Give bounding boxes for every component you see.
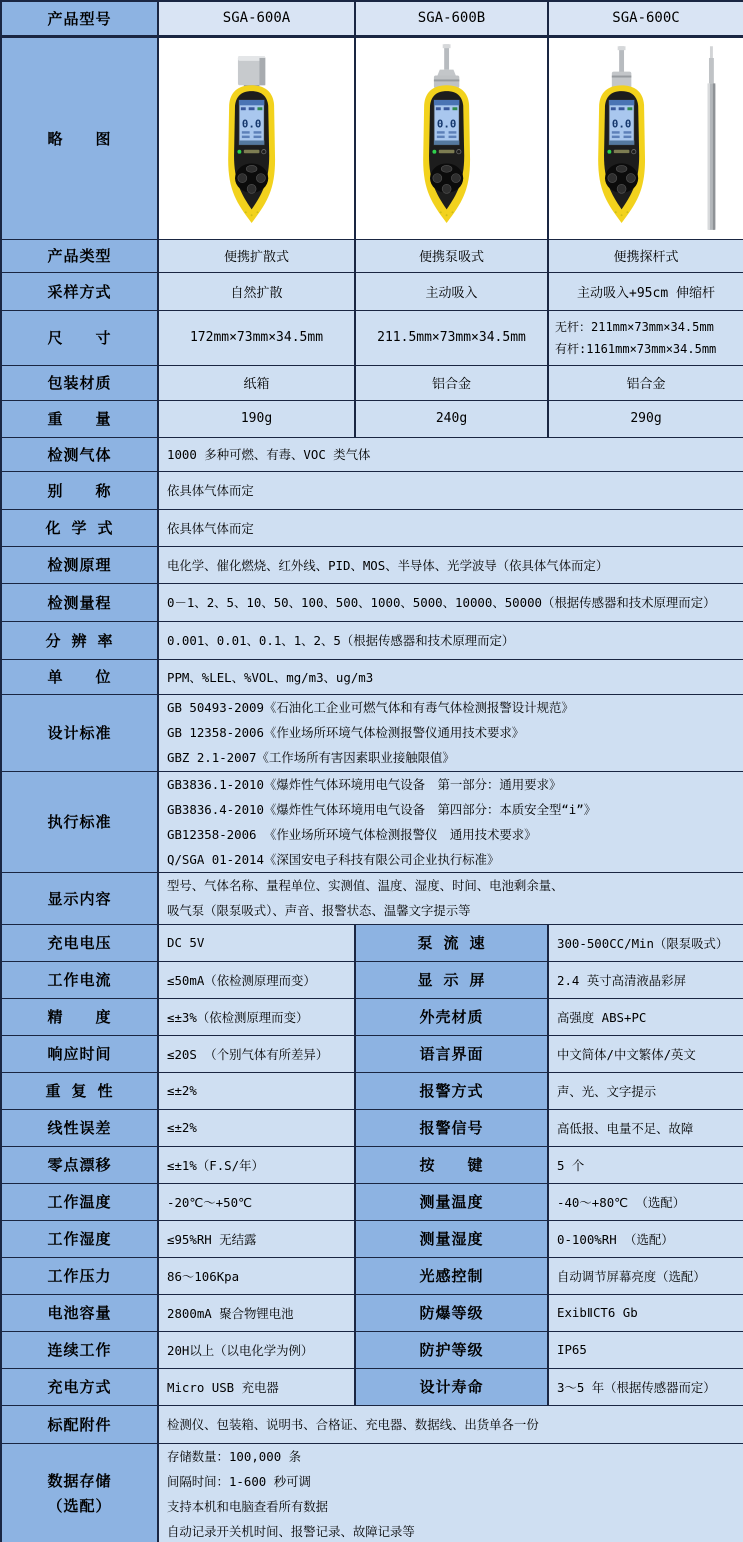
screen-text-line xyxy=(612,131,620,133)
product-value: 自然扩散 xyxy=(158,272,355,310)
spec-value: 20H以上（以电化学为例） xyxy=(158,1331,355,1368)
table-row xyxy=(1,437,743,471)
spec-value-line: GBZ 2.1-2007《工作场所有害因素职业接触限值》 xyxy=(167,750,455,765)
row-label: 化 学 式 xyxy=(1,509,158,546)
screen-title-bar xyxy=(609,100,634,105)
table-row xyxy=(1,272,743,310)
right-button xyxy=(256,174,265,183)
row-label: 标配附件 xyxy=(1,1405,158,1443)
row-label: 产品类型 xyxy=(1,239,158,272)
screen-text-line xyxy=(437,131,445,133)
model-name-1: SGA-600A xyxy=(158,1,355,36)
status-icon xyxy=(241,107,246,110)
screen-text-line xyxy=(242,131,250,133)
spec-value xyxy=(158,771,743,872)
table-row xyxy=(1,1368,743,1405)
probe-base-groove xyxy=(612,76,632,78)
table-row xyxy=(1,1220,743,1257)
row-label: 包装材质 xyxy=(1,365,158,400)
row-label: 响应时间 xyxy=(1,1035,158,1072)
table-row xyxy=(1,1294,743,1331)
table-row xyxy=(1,621,743,659)
status-icon xyxy=(436,107,441,110)
product-value: 铝合金 xyxy=(548,365,743,400)
spec-value: -20℃～+50℃ xyxy=(158,1183,355,1220)
screen-text-line xyxy=(624,131,632,133)
product-value xyxy=(548,310,743,365)
row-label: 设计寿命 xyxy=(355,1368,548,1405)
spec-value: ExibⅡCT6 Gb xyxy=(548,1294,743,1331)
row-label-line: （选配） xyxy=(47,1496,112,1515)
row-label: 泵 流 速 xyxy=(355,924,548,961)
product-value: 主动吸入 xyxy=(355,272,548,310)
spec-value: ≤±3%（依检测原理而变） xyxy=(158,998,355,1035)
table-row xyxy=(1,1183,743,1220)
product-value: 便携探杆式 xyxy=(548,239,743,272)
speaker-hole xyxy=(257,211,259,213)
status-led xyxy=(607,150,611,154)
battery-icon xyxy=(452,107,457,110)
product-value: 铝合金 xyxy=(355,365,548,400)
speaker-hole xyxy=(251,214,253,216)
spec-value: 高强度 ABS+PC xyxy=(548,998,743,1035)
spec-value: 声、光、文字提示 xyxy=(548,1072,743,1109)
spec-value: -40～+80℃ （选配） xyxy=(548,1183,743,1220)
row-label: 检测气体 xyxy=(1,437,158,471)
enter-button xyxy=(617,184,626,193)
row-label: 采样方式 xyxy=(1,272,158,310)
table-row xyxy=(1,546,743,583)
row-label: 光感控制 xyxy=(355,1257,548,1294)
spec-value-line: GB3836.1-2010《爆炸性气体环境用电气设备 第一部分：通用要求》 xyxy=(167,776,562,792)
table-row xyxy=(1,961,743,998)
brand-logo xyxy=(614,150,630,153)
table-row xyxy=(1,1405,743,1443)
row-label: 测量温度 xyxy=(355,1183,548,1220)
spec-value: 300-500CC/Min（限泵吸式） xyxy=(548,924,743,961)
screen-text-line xyxy=(624,136,632,138)
screen-reading: 0.0 xyxy=(611,117,632,131)
product-value: 主动吸入+95cm 伸缩杆 xyxy=(548,272,743,310)
model-name-2: SGA-600B xyxy=(355,1,548,36)
model-name-3: SGA-600C xyxy=(548,1,743,36)
table-row xyxy=(1,1443,743,1542)
spec-value-line: 支持本机和电脑查看所有数据 xyxy=(167,1498,329,1514)
brand-logo xyxy=(244,150,260,153)
spec-value: 1000 多种可燃、有毒、VOC 类气体 xyxy=(158,437,743,471)
left-button xyxy=(608,174,617,183)
product-value: 190g xyxy=(158,400,355,437)
spec-value: 0-100%RH （选配） xyxy=(548,1220,743,1257)
row-label: 工作温度 xyxy=(1,1183,158,1220)
row-label: 零点漂移 xyxy=(1,1146,158,1183)
product-value-line: 有杆:1161mm×73mm×34.5mm xyxy=(555,341,717,356)
row-label: 重 复 性 xyxy=(1,1072,158,1109)
spec-value xyxy=(158,694,743,771)
product-value: 211.5mm×73mm×34.5mm xyxy=(355,310,548,365)
table-row xyxy=(1,583,743,621)
screen-footer-bar xyxy=(434,140,459,144)
product-value-line: 无杆：211mm×73mm×34.5mm xyxy=(555,319,714,334)
spec-value: 电化学、催化燃烧、红外线、PID、MOS、半导体、光学波导（依具体气体而定） xyxy=(158,546,743,583)
screen-title-bar xyxy=(434,100,459,105)
spec-value: 0－1、2、5、10、50、100、500、1000、5000、10000、50000（根据传感器和技术原理而定） xyxy=(158,583,743,621)
row-label: 检测原理 xyxy=(1,546,158,583)
right-button xyxy=(451,174,460,183)
table-row xyxy=(1,36,743,239)
product-value: 290g xyxy=(548,400,743,437)
screen-reading: 0.0 xyxy=(241,117,262,131)
speaker-hole xyxy=(452,211,454,213)
spec-value: ≤95%RH 无结露 xyxy=(158,1220,355,1257)
product-value: 便携泵吸式 xyxy=(355,239,548,272)
table-row xyxy=(1,924,743,961)
speaker-hole xyxy=(446,214,448,216)
spec-value: ≤20S （个别气体有所差异） xyxy=(158,1035,355,1072)
sketch-cell-1 xyxy=(158,36,355,239)
product-value: 240g xyxy=(355,400,548,437)
spec-value: 2800mA 聚合物锂电池 xyxy=(158,1294,355,1331)
spec-value: 中文简体/中文繁体/英文 xyxy=(548,1035,743,1072)
spec-value: DC 5V xyxy=(158,924,355,961)
row-label: 语言界面 xyxy=(355,1035,548,1072)
diffusion-detector-photo xyxy=(193,44,320,236)
battery-icon xyxy=(257,107,262,110)
table-row xyxy=(1,1109,743,1146)
spec-value-line: GB12358-2006 《作业场所环境气体检测报警仪 通用技术要求》 xyxy=(167,826,537,842)
row-label: 测量湿度 xyxy=(355,1220,548,1257)
left-button xyxy=(433,174,442,183)
row-label: 尺 寸 xyxy=(1,310,158,365)
screen-reading: 0.0 xyxy=(436,117,457,131)
pump-detector-photo xyxy=(388,44,515,236)
table-row xyxy=(1,771,743,872)
menu-button xyxy=(246,165,257,172)
spec-value: ≤±2% xyxy=(158,1072,355,1109)
spec-value-line: 间隔时间：1-600 秒可调 xyxy=(167,1473,311,1489)
probe-detector-with-telescopic-rod-photo xyxy=(563,44,729,236)
table-row xyxy=(1,694,743,771)
speaker-hole xyxy=(615,211,617,213)
spec-value: 高低报、电量不足、故障 xyxy=(548,1109,743,1146)
table-row xyxy=(1,1072,743,1109)
spec-value: 5 个 xyxy=(548,1146,743,1183)
menu-button xyxy=(441,165,452,172)
row-label: 执行标准 xyxy=(1,771,158,872)
spec-value: 3～5 年（根据传感器而定） xyxy=(548,1368,743,1405)
speaker-hole xyxy=(245,211,247,213)
screen-text-line xyxy=(242,136,250,138)
brand-logo xyxy=(439,150,455,153)
sketch-cell-3 xyxy=(548,36,743,239)
screen-text-line xyxy=(254,136,262,138)
row-label-sketch: 略 图 xyxy=(1,36,158,239)
spec-value: IP65 xyxy=(548,1331,743,1368)
table-row xyxy=(1,1146,743,1183)
left-button xyxy=(238,174,247,183)
row-label: 防护等级 xyxy=(355,1331,548,1368)
spec-value-line: 自动记录开关机时间、报警记录、故障记录等 xyxy=(167,1523,415,1539)
spec-value: 依具体气体而定 xyxy=(158,509,743,546)
row-label: 充电方式 xyxy=(1,1368,158,1405)
row-label: 工作压力 xyxy=(1,1257,158,1294)
spec-value-line: GB3836.4-2010《爆炸性气体环境用电气设备 第四部分：本质安全型“i”》 xyxy=(167,801,597,817)
screen-footer-bar xyxy=(609,140,634,144)
row-label: 电池容量 xyxy=(1,1294,158,1331)
row-label xyxy=(1,1443,158,1542)
status-led xyxy=(432,150,436,154)
table-row xyxy=(1,1,743,36)
row-label: 别 称 xyxy=(1,471,158,509)
row-label: 线性误差 xyxy=(1,1109,158,1146)
sensor-cap-shade xyxy=(259,58,265,85)
spec-value: 依具体气体而定 xyxy=(158,471,743,509)
menu-button xyxy=(616,165,627,172)
status-icon xyxy=(249,107,255,110)
table-row xyxy=(1,509,743,546)
spec-value: 自动调节屏幕亮度（选配） xyxy=(548,1257,743,1294)
row-label: 分 辨 率 xyxy=(1,621,158,659)
row-label: 报警信号 xyxy=(355,1109,548,1146)
row-label: 工作电流 xyxy=(1,961,158,998)
speaker-hole xyxy=(621,214,623,216)
spec-value-line: GB 50493-2009《石油化工企业可燃气体和有毒气体检测报警设计规范》 xyxy=(167,700,574,715)
spec-value: 86～106Kpa xyxy=(158,1257,355,1294)
row-label-line: 数据存储 xyxy=(47,1471,112,1490)
row-label: 外壳材质 xyxy=(355,998,548,1035)
spec-value: ≤50mA（依检测原理而变） xyxy=(158,961,355,998)
row-label: 重 量 xyxy=(1,400,158,437)
spec-value: 2.4 英寸高清液晶彩屏 xyxy=(548,961,743,998)
spec-value xyxy=(158,872,743,924)
spec-value xyxy=(158,1443,743,1542)
spec-value: ≤±2% xyxy=(158,1109,355,1146)
row-label: 单 位 xyxy=(1,659,158,694)
row-label: 设计标准 xyxy=(1,694,158,771)
spec-value: 0.001、0.01、0.1、1、2、5（根据传感器和技术原理而定） xyxy=(158,621,743,659)
screen-text-line xyxy=(437,136,445,138)
row-label: 工作湿度 xyxy=(1,1220,158,1257)
sketch-cell-2 xyxy=(355,36,548,239)
row-label: 显 示 屏 xyxy=(355,961,548,998)
product-value: 纸箱 xyxy=(158,365,355,400)
table-row xyxy=(1,998,743,1035)
row-label: 检测量程 xyxy=(1,583,158,621)
probe-inlet-tip xyxy=(618,46,626,50)
pump-inlet-tip xyxy=(443,44,451,48)
probe-inlet-tube xyxy=(619,46,624,73)
product-value: 便携扩散式 xyxy=(158,239,355,272)
spec-value: ≤±1%（F.S/年） xyxy=(158,1146,355,1183)
telescopic-rod xyxy=(708,46,716,230)
row-label: 精 度 xyxy=(1,998,158,1035)
row-label: 按 键 xyxy=(355,1146,548,1183)
spec-value-line: Q/SGA 01-2014《深国安电子科技有限公司企业执行标准》 xyxy=(167,851,500,867)
enter-button xyxy=(247,184,256,193)
table-row xyxy=(1,365,743,400)
spec-value-line: 型号、气体名称、量程单位、实测值、温度、湿度、时间、电池剩余量、 xyxy=(167,878,564,893)
status-icon xyxy=(444,107,450,110)
row-label: 显示内容 xyxy=(1,872,158,924)
row-label: 报警方式 xyxy=(355,1072,548,1109)
spec-value-line: 吸气泵（限泵吸式）、声音、报警状态、温馨文字提示等 xyxy=(167,903,471,918)
screen-text-line xyxy=(449,136,457,138)
enter-button xyxy=(442,184,451,193)
table-row xyxy=(1,1035,743,1072)
spec-value-line: 存储数量：100,000 条 xyxy=(167,1448,302,1464)
table-row xyxy=(1,310,743,365)
screen-title-bar xyxy=(239,100,264,105)
screen-footer-bar xyxy=(239,140,264,144)
table-row xyxy=(1,239,743,272)
status-icon xyxy=(611,107,616,110)
speaker-hole xyxy=(626,211,628,213)
spec-value-line: GB 12358-2006《作业场所环境气体检测报警仪通用技术要求》 xyxy=(167,725,525,740)
row-label: 连续工作 xyxy=(1,1331,158,1368)
spec-value: 检测仪、包装箱、说明书、合格证、充电器、数据线、出货单各一份 xyxy=(158,1405,743,1443)
table-row xyxy=(1,659,743,694)
table-row xyxy=(1,1331,743,1368)
product-value: 172mm×73mm×34.5mm xyxy=(158,310,355,365)
status-led xyxy=(237,150,241,154)
table-row xyxy=(1,471,743,509)
table-row xyxy=(1,400,743,437)
right-button xyxy=(626,174,635,183)
speaker-hole xyxy=(440,211,442,213)
pump-base-groove xyxy=(434,79,459,81)
spec-value: PPM、%LEL、%VOL、mg/m3、ug/m3 xyxy=(158,659,743,694)
screen-text-line xyxy=(449,131,457,133)
table-row xyxy=(1,1257,743,1294)
table-row xyxy=(1,872,743,924)
spec-value: Micro USB 充电器 xyxy=(158,1368,355,1405)
battery-icon xyxy=(627,107,632,110)
screen-text-line xyxy=(612,136,620,138)
row-label-product-model: 产品型号 xyxy=(1,1,158,36)
status-icon xyxy=(619,107,625,110)
row-label: 防爆等级 xyxy=(355,1294,548,1331)
screen-text-line xyxy=(254,131,262,133)
row-label: 充电电压 xyxy=(1,924,158,961)
